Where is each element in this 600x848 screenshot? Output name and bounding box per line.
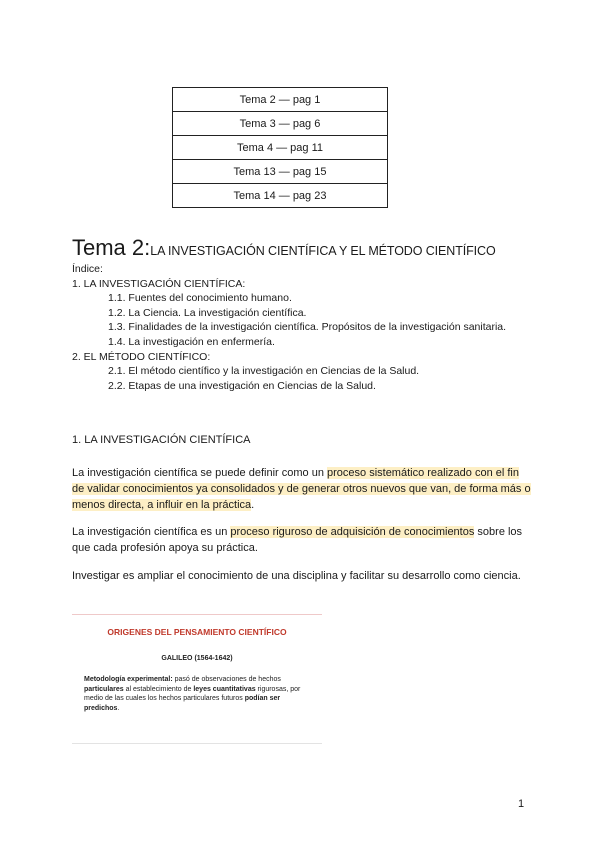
title-text: LA INVESTIGACIÓN CIENTÍFICA Y EL MÉTODO CIENTÍFICO [150, 244, 496, 258]
table-row [173, 112, 388, 136]
paragraph-process [72, 524, 532, 556]
paragraph-text: La investigación científica es un [72, 526, 231, 538]
topic-cell: Tema 13 — pag 15 [173, 160, 388, 184]
index-subitem: 2.1. El método científico y la investigación en Ciencias de la Salud. [108, 365, 420, 378]
section-heading: 1. LA INVESTIGACIÓN CIENTÍFICA [72, 434, 251, 446]
index-subitem: 1.1. Fuentes del conocimiento humano. [108, 292, 292, 305]
slide-image [72, 614, 322, 744]
slide-title: ORIGENES DEL PENSAMIENTO CIENTÍFICO [107, 627, 287, 637]
index-item: 1. LA INVESTIGACIÓN CIENTÍFICA: [72, 277, 246, 290]
topic-cell: Tema 14 — pag 23 [173, 184, 388, 208]
index-label: Índice: [72, 263, 103, 275]
highlighted-text: proceso sistemático realizado con el fin de validar conocimientos ya consolidados y de generar otros nuevos que van, de forma más o menos directa, a influir en la práctica [72, 467, 531, 511]
slide-body: Metodología experimental: pasó de observaciones de hechos particulares al establecimiento de leyes cuantitativas rigurosas, por medio de las cuales los hechos particulares futuros podían ser predichos. [84, 676, 301, 712]
page-number: 1 [518, 798, 525, 810]
topic-cell: Tema 2 — pag 1 [173, 88, 388, 112]
paragraph-text: . [251, 499, 255, 511]
topic-cell: Tema 3 — pag 6 [173, 112, 388, 136]
index-item: 2. EL MÉTODO CIENTÍFICO: [72, 350, 211, 363]
topics-table [172, 87, 388, 208]
index-subitem: 2.2. Etapas de una investigación en Ciencias de la Salud. [108, 379, 376, 392]
index-subitem: 1.3. Finalidades de la investigación científica. Propósitos de la investigación sanitaria. [108, 321, 507, 334]
table-row [173, 88, 388, 112]
slide-subtitle: GALILEO (1564-1642) [161, 655, 233, 662]
index-subitem: 1.2. La Ciencia. La investigación científica. [108, 306, 307, 319]
page-title [72, 226, 496, 263]
paragraph-text: La investigación científica se puede definir como un [72, 467, 327, 479]
index-subitem: 1.4. La investigación en enfermería. [108, 335, 275, 348]
topic-cell: Tema 4 — pag 11 [173, 136, 388, 160]
paragraph-definition [72, 465, 532, 513]
highlighted-text: proceso riguroso de adquisición de conocimientos [230, 526, 475, 538]
paragraph-investigate: Investigar es ampliar el conocimiento de una disciplina y facilitar su desarrollo como ciencia. [72, 570, 521, 582]
index-list [72, 262, 542, 393]
table-row [173, 136, 388, 160]
paragraph-text: sobre los que cada profesión apoya su práctica. [72, 526, 523, 554]
title-topic: Tema 2: [72, 235, 151, 260]
table-row [173, 160, 388, 184]
table-row [173, 184, 388, 208]
